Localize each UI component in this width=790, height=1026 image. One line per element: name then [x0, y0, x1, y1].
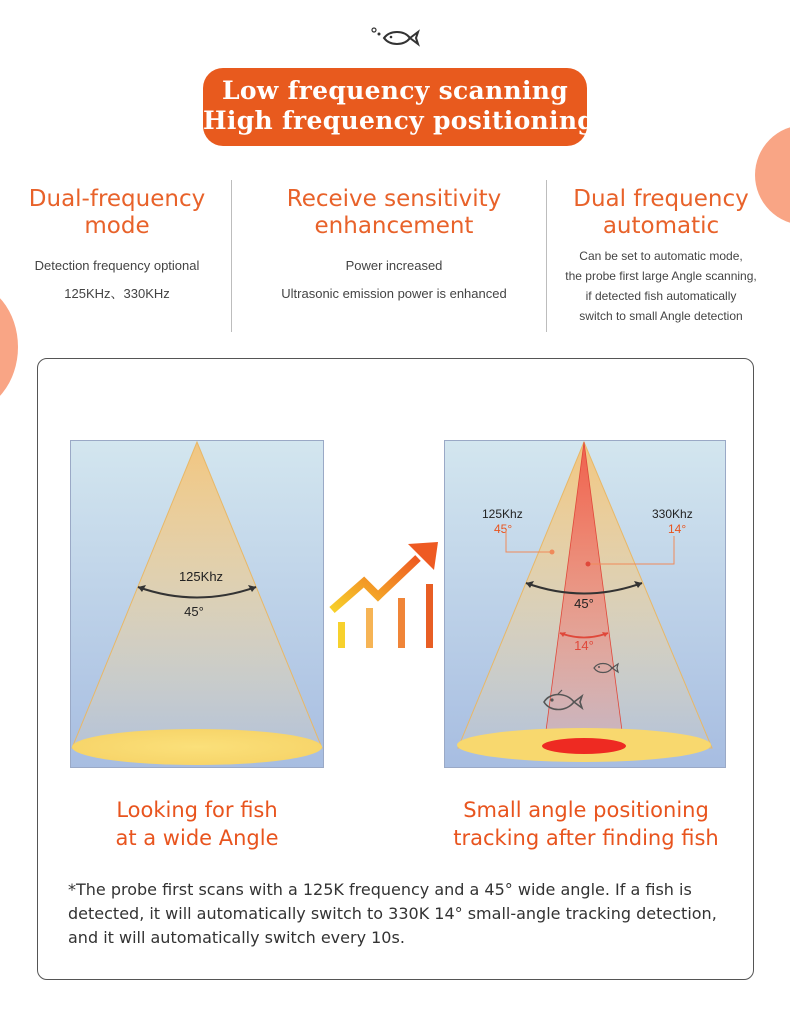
caption-right-line-1: Small angle positioning [463, 798, 709, 822]
frequency-high-label: 330Khz [652, 507, 693, 521]
caption-left-line-1: Looking for fish [116, 798, 278, 822]
banner-line-1: Low frequency scanning [221, 76, 569, 105]
fish-logo-icon [370, 26, 422, 48]
feature-desc-line: 125KHz、330KHz [64, 286, 170, 301]
feature-automatic [556, 186, 766, 326]
frequency-label: 125Khz [178, 569, 224, 584]
feature-desc-line: Can be set to automatic mode, [579, 249, 743, 263]
arc-wide-label: 45° [574, 596, 594, 611]
feature-title-line-2: automatic [602, 213, 720, 239]
feature-title-line-2: enhancement [314, 213, 474, 239]
caption-left [82, 796, 312, 852]
wide-angle-diagram [70, 440, 324, 768]
banner-line-2: High frequency positioning [203, 106, 596, 135]
angle-label: 45° [184, 604, 204, 619]
caption-right-line-2: tracking after finding fish [453, 826, 719, 850]
seabed-spot [72, 729, 322, 765]
feature-sensitivity [258, 186, 530, 308]
feature-title-line-2: mode [84, 213, 150, 239]
divider [231, 180, 232, 332]
feature-desc-line: Detection frequency optional [34, 258, 200, 273]
feature-desc-line: the probe first large Angle scanning, [565, 269, 757, 283]
feature-desc [258, 252, 530, 308]
caption-right [446, 796, 726, 852]
arc-narrow-label: 14° [574, 638, 594, 653]
feature-title-line-1: Dual-frequency [28, 186, 206, 212]
feature-desc-line: Ultrasonic emission power is enhanced [281, 286, 507, 301]
feature-desc-line: if detected fish automatically [585, 289, 737, 303]
narrow-beam-spot [542, 738, 626, 754]
feature-desc-line: Power increased [345, 258, 443, 273]
feature-title [12, 186, 222, 240]
angle-high-label: 14° [668, 522, 687, 536]
divider [546, 180, 547, 332]
footnote: *The probe first scans with a 125K frequency and a 45° wide angle. If a fish is detected, it will automatically switch to 330K 14° small-angle tracking detection, and it will automatically switch every 10s. [68, 880, 717, 947]
frequency-low-label: 125Khz [482, 507, 523, 521]
headline-banner [203, 68, 596, 146]
rising-bars-arrow-icon [328, 540, 440, 650]
feature-title [258, 186, 530, 240]
feature-desc-line: switch to small Angle detection [579, 309, 743, 323]
angle-low-label: 45° [494, 522, 513, 536]
feature-dual-frequency [12, 186, 222, 308]
narrow-angle-diagram [444, 440, 726, 768]
caption-left-line-2: at a wide Angle [115, 826, 279, 850]
feature-title-line-1: Receive sensitivity [286, 186, 502, 212]
feature-title-line-1: Dual frequency [573, 186, 749, 212]
feature-desc [12, 252, 222, 308]
feature-title [556, 186, 766, 240]
feature-desc [556, 246, 766, 326]
